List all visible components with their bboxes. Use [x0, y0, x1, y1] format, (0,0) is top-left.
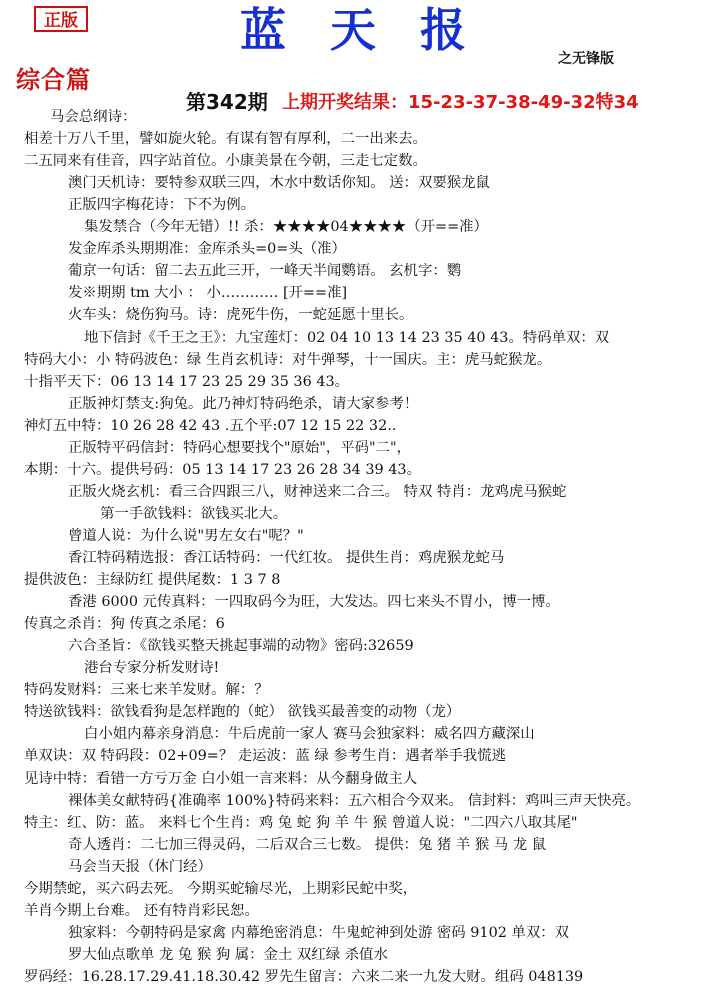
text-line: 裸体美女献特码{准确率 100%}特码来料：五六相合今双来。 信封料：鸡叫三声天快亮。: [68, 792, 641, 809]
text-line: 火车头：烧伤狗马。诗：虎死牛伤，一蛇延愿十里长。: [68, 307, 414, 324]
text-line: 特送欲钱料：欲钱看狗是怎样跑的（蛇） 欲钱买最善变的动物（龙）: [24, 704, 461, 721]
text-line: 正版特平码信封：特码心想要找个"原始"，平码"二"，: [68, 439, 412, 456]
text-line: 曾道人说：为什么说"男左女右"呢？": [68, 527, 304, 544]
text-line: 今期禁蛇，买六码去死。 今期买蛇输尽光，上期彩民蛇中奖，: [24, 880, 418, 897]
text-line: 正版火烧玄机：看三合四跟三八，财神送来二合三。 特双 特肖：龙鸡虎马猴蛇: [68, 483, 567, 500]
text-line: 罗大仙点歌单 龙 兔 猴 狗 属：金土 双红绿 杀值水: [68, 946, 388, 963]
text-line: 见诗中特：看错一方亏万金 白小姐一言来料：从今翻身做主人: [24, 770, 418, 787]
text-line: 单双诀：双 特码段：02+09=？ 走运波：蓝 绿 参考生肖：遇者举手我慌逃: [24, 748, 506, 765]
text-line: 集发禁合（今年无错）!! 杀：★★★★04★★★★（开==准）: [84, 219, 488, 236]
last-result: 上期开奖结果：15-23-37-38-49-32特34: [282, 92, 639, 113]
text-line: 正版四字梅花诗：下不为例。: [68, 197, 256, 214]
text-line: 特码发财料：三来七来羊发财。解：？: [24, 682, 269, 699]
edition-badge: 正版: [34, 6, 88, 32]
text-line: 香港 6000 元传真料：一四取码今为旺，大发达。四七来头不胃小，博一博。: [68, 594, 560, 611]
text-line: 香江特码精选报：香江话特码：一代红妆。 提供生肖：鸡虎猴龙蛇马: [68, 550, 505, 566]
text-line: 发金库杀头期期准：金库杀头=0=头（准）: [68, 241, 346, 258]
text-line: 十指平天下：06 13 14 17 23 25 29 35 36 43。: [24, 373, 350, 390]
text-line: 传真之杀肖：狗 传真之杀尾：6: [24, 616, 225, 633]
text-line: 地下信封《千王之王》：九宝莲灯：02 04 10 13 14 23 35 40 43。特码单双：双: [84, 329, 610, 346]
text-line: 本期：十六。提供号码：05 13 14 17 23 26 28 34 39 43。: [24, 461, 421, 478]
text-line: 发※期期 tm 大小 ： 小………… [开==准]: [68, 285, 348, 302]
issue-number: 第342期: [186, 90, 268, 114]
text-line: 特主：红、防：蓝。 来料七个生肖：鸡 兔 蛇 狗 羊 牛 猴 曾道人说："二四六八取其尾": [24, 814, 578, 831]
text-line: 羊肖今期上台难。 还有特肖彩民恕。: [24, 902, 259, 919]
text-line: 提供波色：主绿防红 提供尾数：1 3 7 8: [24, 572, 281, 589]
text-line: 第一手欲钱料：欲钱买北大。: [100, 505, 288, 522]
text-line: 六合圣旨：《欲钱买整天挑起事端的动物》密码:32659: [68, 638, 414, 655]
text-line: 二五同来有佳音，四字站首位。小康美景在今朝，三走七定数。: [24, 153, 427, 170]
text-line: 特码大小：小 特码波色：绿 生肖玄机诗：对牛弹琴，十一国庆。主：虎马蛇猴龙。: [24, 351, 552, 368]
text-line: 罗码经：16.28.17.29.41.18.30.42 罗先生留言：六来二来一九发大财。组码 048139: [24, 968, 584, 985]
text-line: 马会总纲诗：: [50, 109, 137, 125]
text-line: 港台专家分析发财诗!: [84, 660, 220, 677]
section-title: 综合篇: [16, 65, 91, 94]
text-line: 相差十万八千里，譬如旋火轮。有谋有智有厚利，二一出来去。: [24, 131, 427, 148]
text-line: 独家料：今朝特码是家禽 内幕绝密消息：牛鬼蛇神到处游 密码 9102 单双：双: [68, 924, 570, 941]
newspaper-title: 蓝 天 报: [239, 3, 481, 57]
text-line: 正版神灯禁支:狗兔。此乃神灯特码绝杀，请大家参考！: [68, 395, 419, 412]
text-line: 神灯五中特：10 26 28 42 43 .五个平:07 12 15 22 32..: [24, 417, 397, 434]
edition-label: 之无锋版: [558, 51, 614, 67]
text-line: 马会当天报（休门经）: [68, 858, 212, 875]
text-line: 葡京一句话：留二去五此三开，一峰天半闻鹦语。 玄机字：鹦: [68, 263, 462, 280]
text-line: 白小姐内幕亲身消息：牛后虎前一家人 赛马会独家料：威名四方藏深山: [84, 726, 535, 743]
text-line: 奇人透肖：二七加三得灵码，二后双合三七数。 提供：兔 猪 羊 猴 马 龙 鼠: [68, 836, 547, 853]
text-line: 澳门天机诗：要特参双联三四，木水中数话你知。 送：双要猴龙鼠: [68, 175, 490, 192]
